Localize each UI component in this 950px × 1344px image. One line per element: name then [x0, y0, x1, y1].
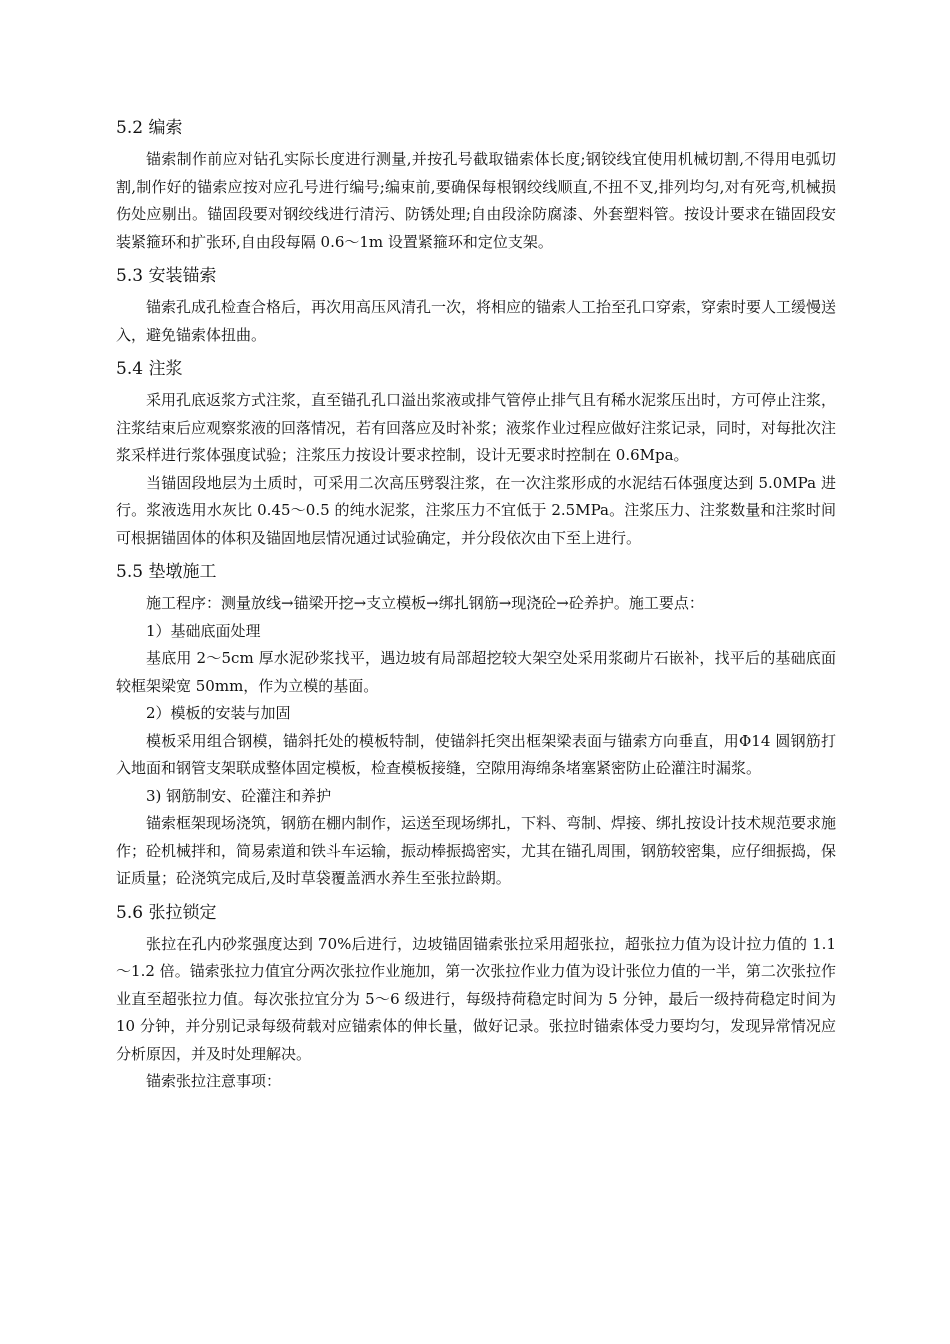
paragraph: 采用孔底返浆方式注浆，直至锚孔孔口溢出浆液或排气管停止排气且有稀水泥浆压出时，方可停止注浆，注浆结束后应观察浆液的回落情况，若有回落应及时补浆；液浆作业过程应做好注浆记录，同时，对每批次注浆采样进行浆体强度试验；注浆压力按设计要求控制，设计无要求时控制在 0.6Mpa。	[116, 391, 837, 464]
paragraph: 施工程序：测量放线→锚梁开挖→支立模板→绑扎钢筋→现浇砼→砼养护。施工要点：	[146, 594, 704, 612]
section-heading-5-3: 5.3 安装锚索	[116, 266, 217, 286]
section-heading-5-2: 5.2 编索	[116, 118, 183, 138]
subheading: 2）模板的安装与加固	[146, 704, 291, 722]
subheading: 3) 钢筋制安、砼灌注和养护	[146, 786, 332, 805]
document-body	[116, 114, 836, 1096]
paragraph: 模板采用组合钢模，锚斜托处的模板特制，使锚斜托突出框架梁表面与锚索方向垂直，用Φ14 圆钢筋打入地面和钢管支架联成整体固定模板，检查模板接缝，空隙用海绵条堵塞紧密防止砼灌注时漏浆。	[116, 731, 836, 777]
section-heading-5-6: 5.6 张拉锁定	[116, 902, 217, 923]
subheading: 1）基础底面处理	[146, 621, 261, 640]
paragraph: 锚索制作前应对钻孔实际长度进行测量,并按孔号截取锚索体长度;钢铰线宜使用机械切割,不得用电弧切割,制作好的锚索应按对应孔号进行编号;编束前,要确保每根钢绞线顺直,不扭不叉,排列均匀,对有死弯,机械损伤处应剔出。锚固段要对钢绞线进行清污、防锈处理;自由段涂防腐漆、外套塑料管。按设计要求在锚固段安装紧箍环和扩张环,自由段每隔 0.6～1m 设置紧箍环和定位支架。	[116, 150, 836, 251]
paragraph: 锚索张拉注意事项：	[146, 1072, 282, 1090]
paragraph: 张拉在孔内砂浆强度达到 70%后进行，边坡锚固锚索张拉采用超张拉，超张拉力值为设计拉力值的 1.1～1.2 倍。锚索张拉力值宜分两次张拉作业施加，第一次张拉作业力值为设计张位力值的一半，第二次张拉作业直至超张拉力值。每次张拉宜分为 5～6 级进行，每级持荷稳定时间为 5 分钟，最后一级持荷稳定时间为 10 分钟，并分别记录每级荷载对应锚索体的伸长量，做好记录。张拉时锚索体受力要均匀，发现异常情况应分析原因，并及时处理解决。	[116, 934, 836, 1063]
paragraph: 锚索孔成孔检查合格后，再次用高压风清孔一次，将相应的锚索人工抬至孔口穿索，穿索时要人工缓慢送入，避免锚索体扭曲。	[116, 298, 837, 344]
section-heading-5-5: 5.5 垫墩施工	[116, 562, 217, 582]
section-heading-5-4: 5.4 注浆	[116, 359, 183, 379]
paragraph: 当锚固段地层为土质时，可采用二次高压劈裂注浆，在一次注浆形成的水泥结石体强度达到 5.0MPa 进行。浆液选用水灰比 0.45～0.5 的纯水泥浆，注浆压力不宜低于 2.5MPa。注浆压力、注浆数量和注浆时间可根据锚固体的体积及锚固地层情况通过试验确定，并分段依次由下至上进行。	[116, 473, 836, 547]
paragraph: 基底用 2～5cm 厚水泥砂浆找平，遇边坡有局部超挖较大架空处采用浆砌片石嵌补，找平后的基础底面较框架梁宽 50mm，作为立模的基面。	[116, 649, 836, 695]
paragraph: 锚索框架现场浇筑，钢筋在棚内制作，运送至现场绑扎，下料、弯制、焊接、绑扎按设计技术规范要求施作；砼机械拌和，简易索道和铁斗车运输，振动棒振捣密实，尤其在锚孔周围，钢筋较密集，应仔细振捣，保证质量；砼浇筑完成后,及时草袋覆盖洒水养生至张拉龄期。	[116, 814, 837, 887]
